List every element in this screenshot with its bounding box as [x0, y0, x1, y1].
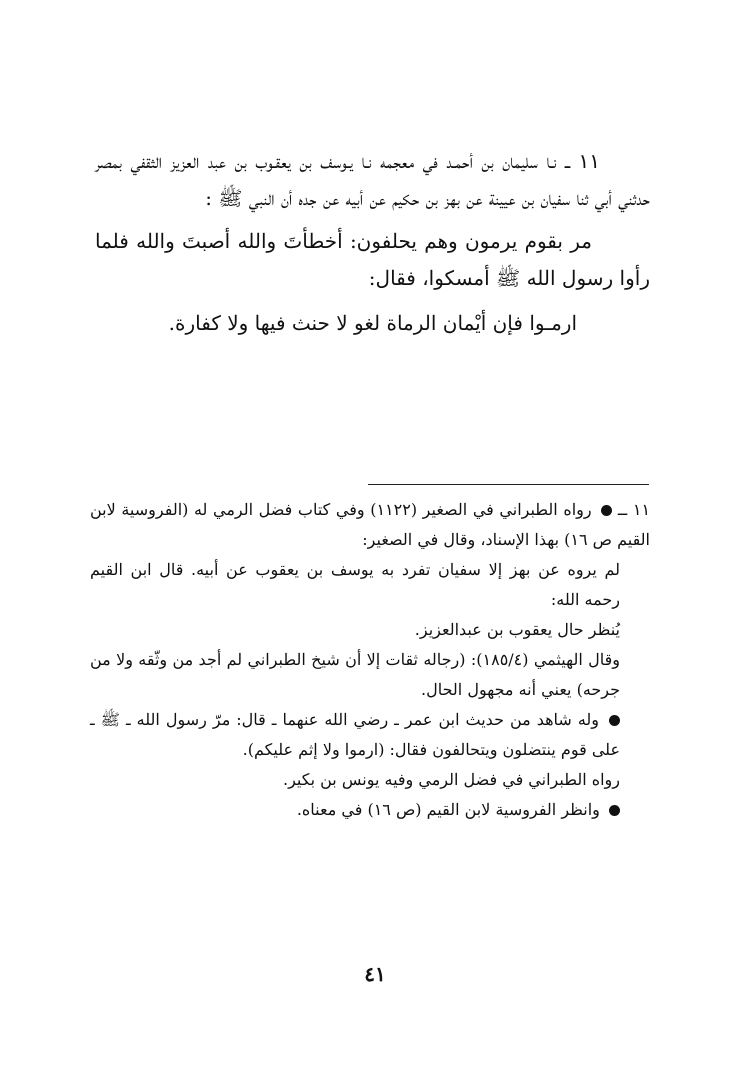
hadith-isnad-paragraph: ١١ ــ نـا سليمان بن أحمـد في معجمه نـا يـوسف بن يعقـوب بن عبد العزيز الثقفي بمصر حدثني أبي ثنا سفيان بن عيينة عن بهز بن حكيم عن أبيه عن جده أن النبي ﷺ : [95, 149, 650, 210]
footnote-line [90, 495, 650, 555]
footnote-line: لم يروه عن بهز إلا سفيان تفرد به يوسف بن يعقوب عن أبيه. قال ابن القيم رحمه الله: [90, 560, 620, 609]
main-text [95, 143, 650, 342]
bullet-icon [609, 715, 620, 726]
footnote-line [90, 705, 650, 765]
footnote-line: يُنظر حال يعقوب بن عبدالعزيز. [414, 620, 620, 639]
footnotes [90, 495, 650, 825]
footnote-text: وانظر الفروسية لابن القيم (ص ١٦) في معناه. [296, 800, 600, 819]
hadith-narrative-paragraph: مر بقوم يرمون وهم يحلفون: أخطأتَ والله أصبتَ والله فلما رأوا رسول الله ﷺ أمسكوا، فقال: [95, 229, 650, 290]
bullet-icon [609, 805, 620, 816]
footnote-line: رواه الطبراني في فضل الرمي وفيه يونس بن بكير. [283, 770, 620, 789]
bullet-icon [601, 505, 612, 516]
footnote-line: وقال الهيثمي (١٨٥/٤): (رجاله ثقات إلا أن شيخ الطبراني لم أجد من وثّقه ولا من جرحه) يعني أنه مجهول الحال. [90, 650, 620, 699]
footnote-text: رواه الطبراني في الصغير (١١٢٢) وفي كتاب فضل الرمي له (الفروسية لابن القيم ص ١٦) بهذا الإسناد، وقال في الصغير: [90, 500, 650, 549]
footnote-divider [368, 484, 649, 485]
footnote-number: ١١ ــ [617, 500, 651, 519]
hadith-saying-paragraph: ارمـوا فإن أيْمان الرماة لغو لا حنث فيها ولا كفارة. [168, 311, 577, 335]
footnote-line [90, 795, 650, 825]
page-number: ٤١ [364, 962, 386, 986]
footnote-text: وله شاهد من حديث ابن عمر ـ رضي الله عنهما ـ قال: مرّ رسول الله ـ ﷺ ـ على قوم ينتضلون ويتحالفون فقال: (ارموا ولا إثم عليكم). [90, 710, 620, 759]
